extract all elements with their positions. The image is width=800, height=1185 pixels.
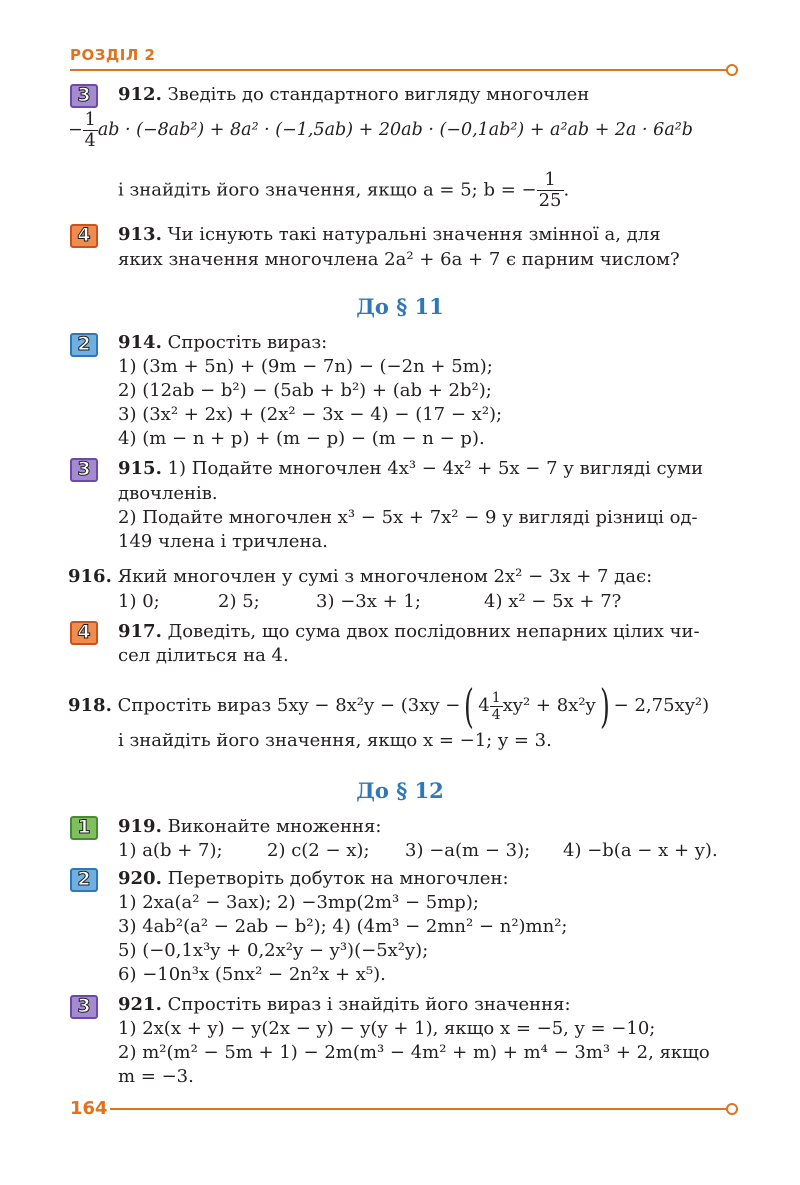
condition-text: і знайдіть його значення, якщо a = 5; b = −	[118, 179, 537, 201]
problem-914-item: 1) (3m + 5n) + (9m − 7n) − (−2n + 5m);	[118, 356, 493, 377]
problem-915-line2: двочленів.	[118, 483, 218, 504]
problem-text: Спростіть вираз:	[167, 332, 328, 353]
page-number: 164	[70, 1098, 108, 1119]
problem-text: 1) Подайте многочлен 4x³ − 4x² + 5x − 7 у вигляді суми	[167, 458, 704, 479]
fraction: $\frac{1}{4}$	[84, 110, 96, 151]
problem-913-line1	[118, 224, 661, 246]
header-rule	[70, 69, 728, 71]
level-badge-1: 1	[70, 816, 98, 840]
left-paren: (	[464, 679, 475, 733]
problem-919-option: 2) c(2 − x);	[267, 840, 370, 861]
expression: Спростіть вираз 5xy − 8x²y − (3xy −	[117, 695, 461, 716]
problem-919-option: 4) −b(a − x + y).	[563, 840, 718, 861]
level-badge-3: 3	[70, 84, 98, 108]
problem-912-title	[118, 84, 589, 106]
problem-920-item: 3) 4ab²(a² − 2ab − b²); 4) (4m³ − 2mn² − n²)mn²;	[118, 916, 568, 937]
problem-number: 918.	[68, 695, 112, 716]
problem-text: Чи існують такі натуральні значення змінної a, для	[167, 224, 661, 245]
level-badge-4: 4	[70, 224, 98, 248]
problem-921-item: 1) 2x(x + y) − y(2x − y) − y(y + 1), якщо x = −5, y = −10;	[118, 1018, 656, 1039]
problem-914-item: 4) (m − n + p) + (m − p) − (m − n − p).	[118, 428, 485, 449]
level-badge-4: 4	[70, 621, 98, 645]
problem-text: Спростіть вираз і знайдіть його значення:	[167, 994, 571, 1015]
header-rule-dot	[726, 64, 738, 76]
section-heading-12: До § 12	[356, 778, 444, 803]
problem-919-title	[118, 816, 381, 838]
problem-916-option: 4) x² − 5x + 7?	[484, 591, 622, 612]
problem-number: 916.	[68, 566, 112, 587]
right-paren: )	[599, 679, 610, 733]
problem-917-line1	[118, 621, 700, 643]
problem-918-condition: і знайдіть його значення, якщо x = −1; y = 3.	[118, 730, 552, 751]
problem-915-line3: 2) Подайте многочлен x³ − 5x + 7x² − 9 у вигляді різниці од-	[118, 507, 698, 528]
problem-915-line1	[118, 458, 703, 480]
problem-number: 921.	[118, 994, 162, 1015]
level-badge-2: 2	[70, 333, 98, 357]
problem-914-item: 2) (12ab − b²) − (5ab + b²) + (ab + 2b²);	[118, 380, 492, 401]
problem-text: Який многочлен у сумі з многочленом 2x² − 3x + 7 дає:	[117, 566, 653, 587]
problem-919-option: 1) a(b + 7);	[118, 840, 223, 861]
mixed-whole: 4	[478, 695, 490, 716]
problem-914-title	[118, 332, 327, 354]
level-badge-2: 2	[70, 868, 98, 892]
problem-912-condition: і знайдіть його значення, якщо a = 5; b = − $\frac{1}{25}$ .	[118, 169, 570, 211]
level-badge-3: 3	[70, 458, 98, 482]
section-heading-11: До § 11	[356, 294, 444, 319]
problem-number: 914.	[118, 332, 162, 353]
problem-text: Зведіть до стандартного вигляду многочлен	[167, 84, 590, 105]
fraction: $\frac{1}{25}$	[538, 169, 562, 211]
problem-914-item: 3) (3x² + 2x) + (2x² − 3x − 4) − (17 − x²);	[118, 404, 503, 425]
level-badge-3: 3	[70, 995, 98, 1019]
problem-916-title	[68, 566, 652, 588]
problem-number: 917.	[118, 621, 162, 642]
problem-920-item: 6) −10n³x (5nx² − 2n²x + x⁵).	[118, 964, 386, 985]
expression: xy² + 8x²y	[502, 695, 596, 716]
problem-920-title	[118, 868, 509, 890]
problem-921-item: m = −3.	[118, 1066, 194, 1087]
problem-921-item: 2) m²(m² − 5m + 1) − 2m(m³ − 4m² + m) + m⁴ − 3m³ + 2, якщо	[118, 1042, 710, 1063]
problem-920-item: 1) 2xa(a² − 3ax); 2) −3mp(2m³ − 5mp);	[118, 892, 479, 913]
fraction: $\frac{1}{4}$	[491, 689, 501, 723]
expression: ab · (−8ab²) + 8a² · (−1,5ab) + 20ab · (−0,1ab²) + a²ab + 2a · 6a²b	[97, 120, 693, 140]
problem-text: Виконайте множення:	[167, 816, 382, 837]
problem-text: Перетворіть добуток на многочлен:	[167, 868, 509, 889]
chapter-label: РОЗДІЛ 2	[70, 46, 156, 64]
problem-number: 913.	[118, 224, 162, 245]
footer-rule	[110, 1108, 728, 1110]
problem-918-expression	[68, 679, 710, 733]
problem-text: Доведіть, що сума двох послідовних непарних цілих чи-	[167, 621, 700, 642]
problem-number: 920.	[118, 868, 162, 889]
problem-number: 915.	[118, 458, 162, 479]
footer-rule-dot	[726, 1103, 738, 1115]
problem-number: 919.	[118, 816, 162, 837]
problem-913-line2: яких значення многочлена 2a² + 6a + 7 є парним числом?	[118, 249, 680, 270]
problem-921-title	[118, 994, 571, 1016]
problem-919-option: 3) −a(m − 3);	[405, 840, 531, 861]
problem-916-option: 3) −3x + 1;	[316, 591, 421, 612]
problem-917-line2: сел ділиться на 4.	[118, 645, 289, 666]
problem-920-item: 5) (−0,1x³y + 0,2x²y − y³)(−5x²y);	[118, 940, 429, 961]
expression: − 2,75xy²)	[613, 695, 710, 716]
problem-915-line4: 149 члена і тричлена.	[118, 531, 328, 552]
problem-916-option: 2) 5;	[218, 591, 260, 612]
problem-912-expression: − $\frac{1}{4}$ ab · (−8ab²) + 8a² · (−1,5ab) + 20ab · (−0,1ab²) + a²ab + 2a · 6a²b	[68, 110, 693, 151]
problem-916-option: 1) 0;	[118, 591, 160, 612]
problem-number: 912.	[118, 84, 162, 105]
